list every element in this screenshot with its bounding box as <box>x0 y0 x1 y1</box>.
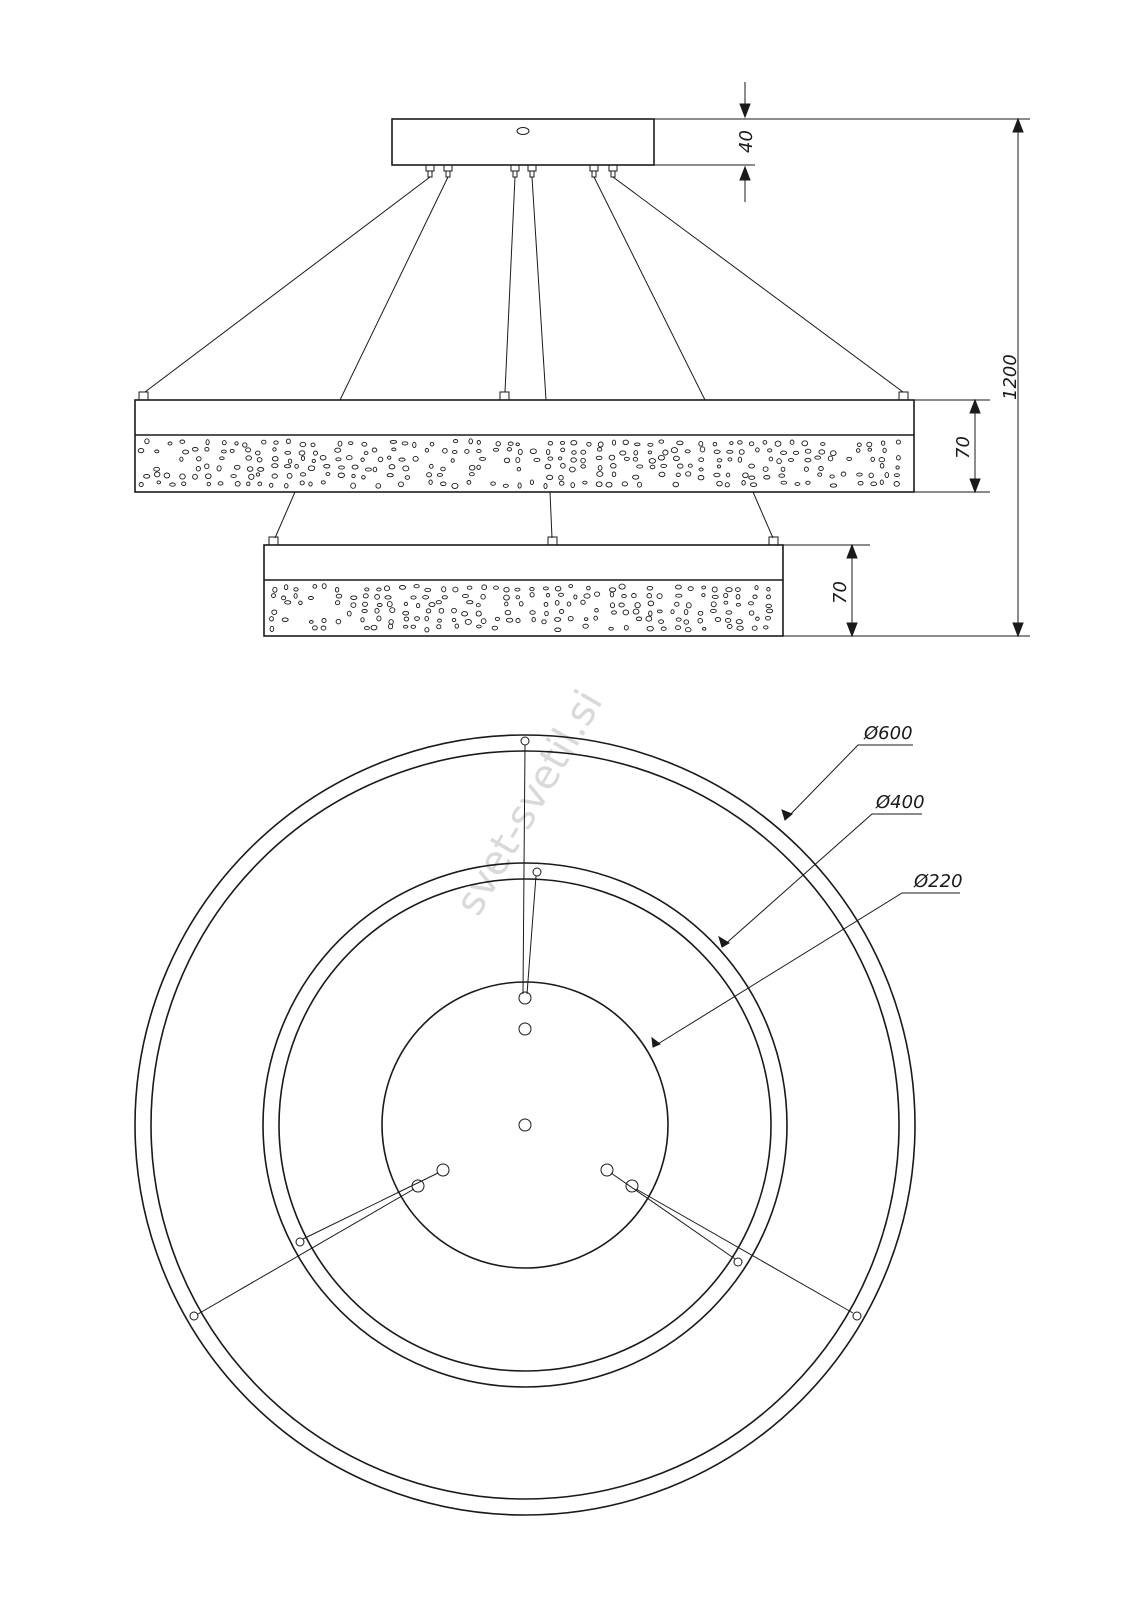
middle-ring <box>263 863 787 1387</box>
dim-label-canopy-height: 40 <box>736 130 757 153</box>
upper-ring <box>135 392 914 492</box>
watermark: svet-svetil.si <box>446 682 613 923</box>
suspension-cables <box>145 177 903 400</box>
dim-label-lower-ring-height: 70 <box>830 581 851 604</box>
dim-total-height <box>654 119 1030 636</box>
side-view <box>135 82 1030 636</box>
dim-label-upper-ring-height: 70 <box>953 436 974 459</box>
diameter-leaders <box>652 745 960 1047</box>
lower-ring <box>264 537 783 636</box>
canopy-clips <box>423 165 620 177</box>
crystal-texture <box>270 584 773 632</box>
dim-label-canopy-diameter: Ø220 <box>914 871 963 892</box>
ring-cables <box>275 492 773 538</box>
dim-upper-ring-height <box>914 400 990 492</box>
dim-label-total-height: 1200 <box>1000 354 1021 400</box>
top-view <box>135 723 963 1515</box>
crystal-texture <box>138 439 900 489</box>
canopy <box>392 119 654 165</box>
dim-lower-ring-height <box>783 545 870 636</box>
dim-label-outer-diameter: Ø600 <box>864 723 913 744</box>
canopy-disc <box>382 982 668 1268</box>
dim-label-middle-diameter: Ø400 <box>876 792 925 813</box>
